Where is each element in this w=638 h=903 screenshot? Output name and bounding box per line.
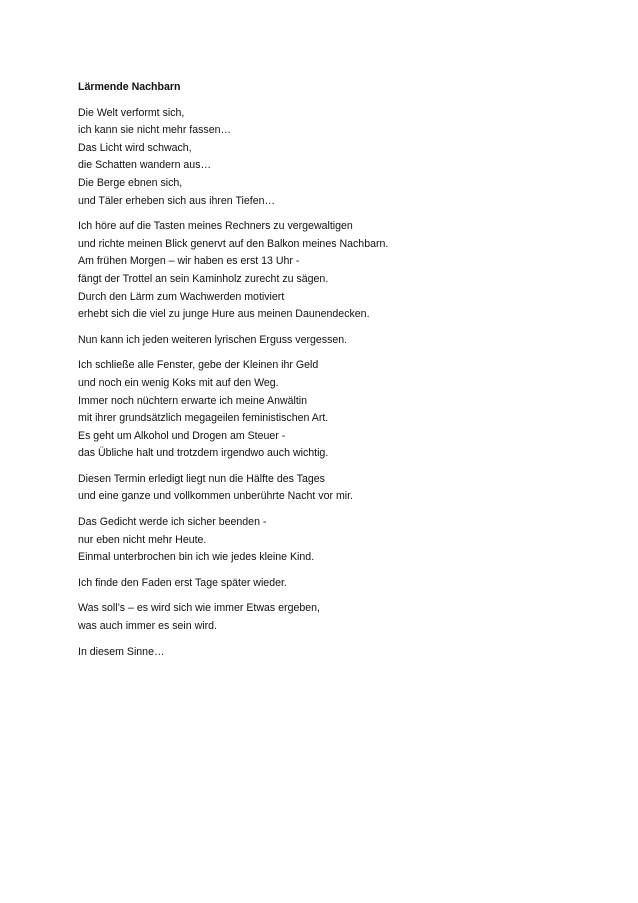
stanza-4 — [78, 357, 598, 463]
poem-line: und Täler erheben sich aus ihren Tiefen… — [78, 194, 276, 207]
poem-line: Immer noch nüchtern erwarte ich meine Anwältin — [78, 394, 308, 407]
poem — [78, 79, 598, 669]
poem-line: Die Welt verformt sich, — [78, 106, 185, 119]
stanza-9 — [78, 644, 598, 662]
poem-line: und eine ganze und vollkommen unberührte Nacht vor mir. — [78, 490, 354, 503]
poem-line: Am frühen Morgen – wir haben es erst 13 Uhr - — [78, 255, 300, 268]
stanza-7 — [78, 575, 598, 593]
stanza-1 — [78, 105, 598, 211]
poem-line: Ich schließe alle Fenster, gebe der Kleinen ihr Geld — [78, 359, 319, 372]
poem-line: Durch den Lärm zum Wachwerden motiviert — [78, 290, 285, 303]
stanza-6 — [78, 514, 598, 567]
poem-line: Ich finde den Faden erst Tage später wieder. — [78, 576, 287, 589]
poem-line: fängt der Trottel an sein Kaminholz zurecht zu sägen. — [78, 272, 329, 285]
poem-line: Diesen Termin erledigt liegt nun die Hälfte des Tages — [78, 472, 325, 485]
poem-line: Nun kann ich jeden weiteren lyrischen Erguss vergessen. — [78, 333, 348, 346]
poem-line: Das Licht wird schwach, — [78, 141, 192, 154]
poem-line: Ich höre auf die Tasten meines Rechners zu vergewaltigen — [78, 220, 353, 233]
poem-line: was auch immer es sein wird. — [78, 620, 217, 633]
poem-line: nur eben nicht mehr Heute. — [78, 533, 207, 546]
poem-line: und richte meinen Blick genervt auf den Balkon meines Nachbarn. — [78, 237, 389, 250]
stanza-3 — [78, 332, 598, 350]
poem-line: und noch ein wenig Koks mit auf den Weg. — [78, 376, 279, 389]
poem-line: die Schatten wandern aus… — [78, 159, 212, 172]
poem-line: Einmal unterbrochen bin ich wie jedes kleine Kind. — [78, 551, 315, 564]
stanza-2 — [78, 218, 598, 324]
poem-line: ich kann sie nicht mehr fassen… — [78, 124, 232, 137]
stanza-5 — [78, 471, 598, 506]
poem-line: Die Berge ebnen sich, — [78, 176, 183, 189]
poem-line: erhebt sich die viel zu junge Hure aus meinen Daunendecken. — [78, 308, 370, 321]
poem-line: In diesem Sinne… — [78, 645, 165, 658]
poem-line: mit ihrer grundsätzlich megageilen feministischen Art. — [78, 412, 329, 425]
poem-title: Lärmende Nachbarn — [78, 81, 181, 93]
stanza-8 — [78, 600, 598, 635]
poem-line: Es geht um Alkohol und Drogen am Steuer - — [78, 429, 286, 442]
poem-line: das Übliche halt und trotzdem irgendwo auch wichtig. — [78, 447, 329, 460]
poem-line: Das Gedicht werde ich sicher beenden - — [78, 516, 267, 529]
poem-line: Was soll’s – es wird sich wie immer Etwas ergeben, — [78, 602, 320, 615]
